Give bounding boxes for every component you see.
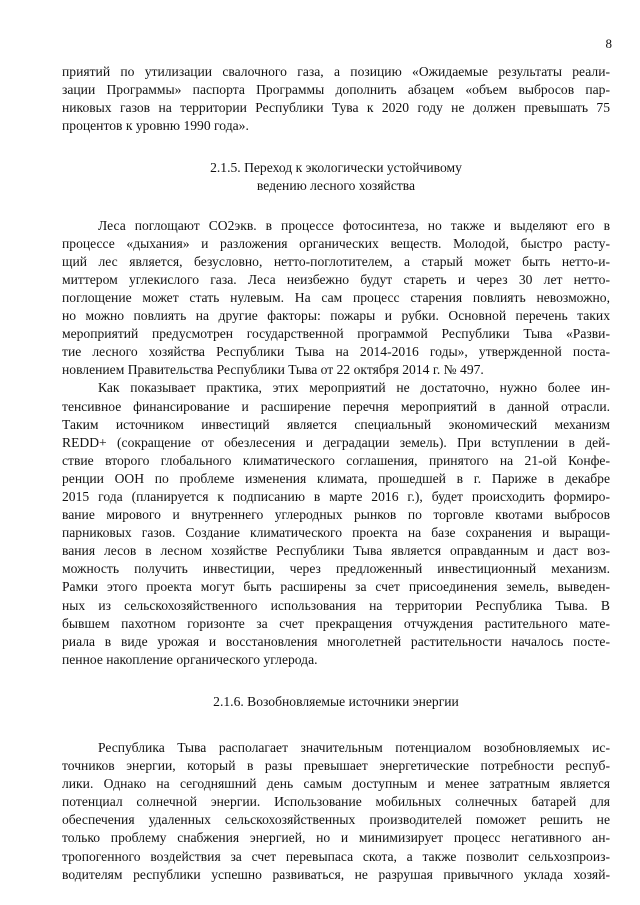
text-line: вание мирового и внутреннего углеродных рынков по торговле квотами выбросов — [62, 507, 610, 523]
text-line: ствие второго глобального климатического соглашения, принятого на 21-ой Конфе- — [62, 452, 610, 468]
text-line: риала в виде урожая и восстановления многолетней растительности началось посте- — [62, 633, 610, 649]
text-line: тие лесного хозяйства Республики Тыва на 2014-2016 годы», утвержденной поста- — [62, 344, 610, 360]
text-line: водителям республики успешно развиваться, не разрушая привычного уклада хозяй- — [62, 866, 610, 882]
text-line: можность получить инвестиции, через предложенный инвестиционный механизм. — [62, 561, 610, 577]
text-line: процентов к уровню 1990 года». — [62, 118, 249, 134]
section-heading-2-1-5 — [62, 159, 610, 195]
text-line: никовых газов на территории Республики Тува к 2020 году не должен превышать 75 — [62, 100, 610, 116]
paragraph-energy — [62, 739, 610, 884]
text-line: Республика Тыва располагает значительным потенциалом возобновляемых ис- — [98, 740, 610, 755]
text-line: процессе «дыхания» и разложения органических веществ. Молодой, быстро расту- — [62, 235, 610, 251]
text-line: приятий по утилизации свалочного газа, а позицию «Ожидаемые результаты реали- — [62, 64, 610, 79]
text-line: REDD+ (сокращение от обезлесения и деградации земель). При вступлении в дей- — [62, 434, 610, 450]
paragraph-practice — [62, 379, 610, 669]
heading-line: ведению лесного хозяйства — [256, 178, 416, 194]
text-line: Леса поглощают СО2экв. в процессе фотосинтеза, но также и выделяют его в — [98, 217, 610, 233]
text-line: тропогенного воздействия за счет перевыпаса скота, а также позволит сельхозпроиз- — [62, 848, 610, 864]
text-line: Таким источником инвестиций является специальный экономический механизм — [62, 416, 610, 432]
text-line: новлением Правительства Республики Тыва от 22 октября 2014 г. № 497. — [62, 362, 484, 378]
text-line: бывшем пахотном горизонте за счет прекращения отчуждения растительного мате- — [62, 615, 610, 631]
text-line: тенсивное финансирование и расширение перечня мероприятий в данной отрасли. — [62, 398, 610, 414]
text-line: миттером углекислого газа. Леса неизбежно будут стареть и через 30 лет нетто- — [62, 271, 610, 287]
text-line: Как показывает практика, этих мероприятий не достаточно, нужно более ин- — [98, 380, 610, 396]
text-line: ренции ООН по проблеме изменения климата, прошедшей в г. Париже в декабре — [62, 470, 610, 486]
text-line: ных из сельскохозяйственного использования на территории Республика Тыва. В — [62, 597, 610, 613]
text-line: но можно повлиять на другие факторы: пожары и рубки. Основной перечень таких — [62, 308, 610, 324]
text-line: вания лесов в лесном хозяйстве Республики Тыва является оправданным и даст воз- — [62, 543, 610, 559]
page-number: 8 — [605, 36, 612, 51]
document-body — [62, 63, 610, 884]
text-line: только проблему снабжения энергией, но и минимизирует процесс негативного ан- — [62, 830, 610, 846]
paragraph-forests — [62, 217, 610, 380]
heading-line: 2.1.6. Возобновляемые источники энергии — [213, 693, 459, 709]
text-line: Рамки этого проекта могут быть расширены за счет присоединения земель, выведен- — [62, 579, 610, 595]
text-line: щий лес является, безусловно, нетто-поглотителем, а старый может быть нетто-и- — [62, 253, 610, 269]
section-heading-2-1-6 — [62, 693, 610, 711]
text-line: точников энергии, который в разы превышает энергетические потребности респуб- — [62, 758, 610, 774]
text-line: обеспечения удаленных сельскохозяйственных производителей поможет решить не — [62, 812, 610, 828]
text-line: лики. Однако на сегодняшний день самым доступным и менее затратным является — [62, 776, 610, 792]
text-line: пенное накопление органического углерода. — [62, 651, 318, 667]
text-line: мероприятий предусмотрен государственной программой Республики Тыва «Разви- — [62, 326, 610, 342]
text-line: поглощение может стать нулевым. На сам процесс старения повлиять невозможно, — [62, 289, 610, 305]
text-line: парниковых газов. Создание климатического проекта на базе сохранения и выращи- — [62, 525, 610, 541]
heading-line: 2.1.5. Переход к экологически устойчивому — [210, 160, 462, 176]
text-line: 2015 года (планируется к подписанию в марте 2016 г.), будет происходить формиро- — [62, 488, 610, 504]
text-line: зации Программы» паспорта Программы дополнить абзацем «объем выбросов пар- — [62, 82, 610, 98]
text-line: потенциал солнечной энергии. Использование мобильных солнечных батарей для — [62, 794, 610, 810]
paragraph-intro — [62, 63, 610, 135]
